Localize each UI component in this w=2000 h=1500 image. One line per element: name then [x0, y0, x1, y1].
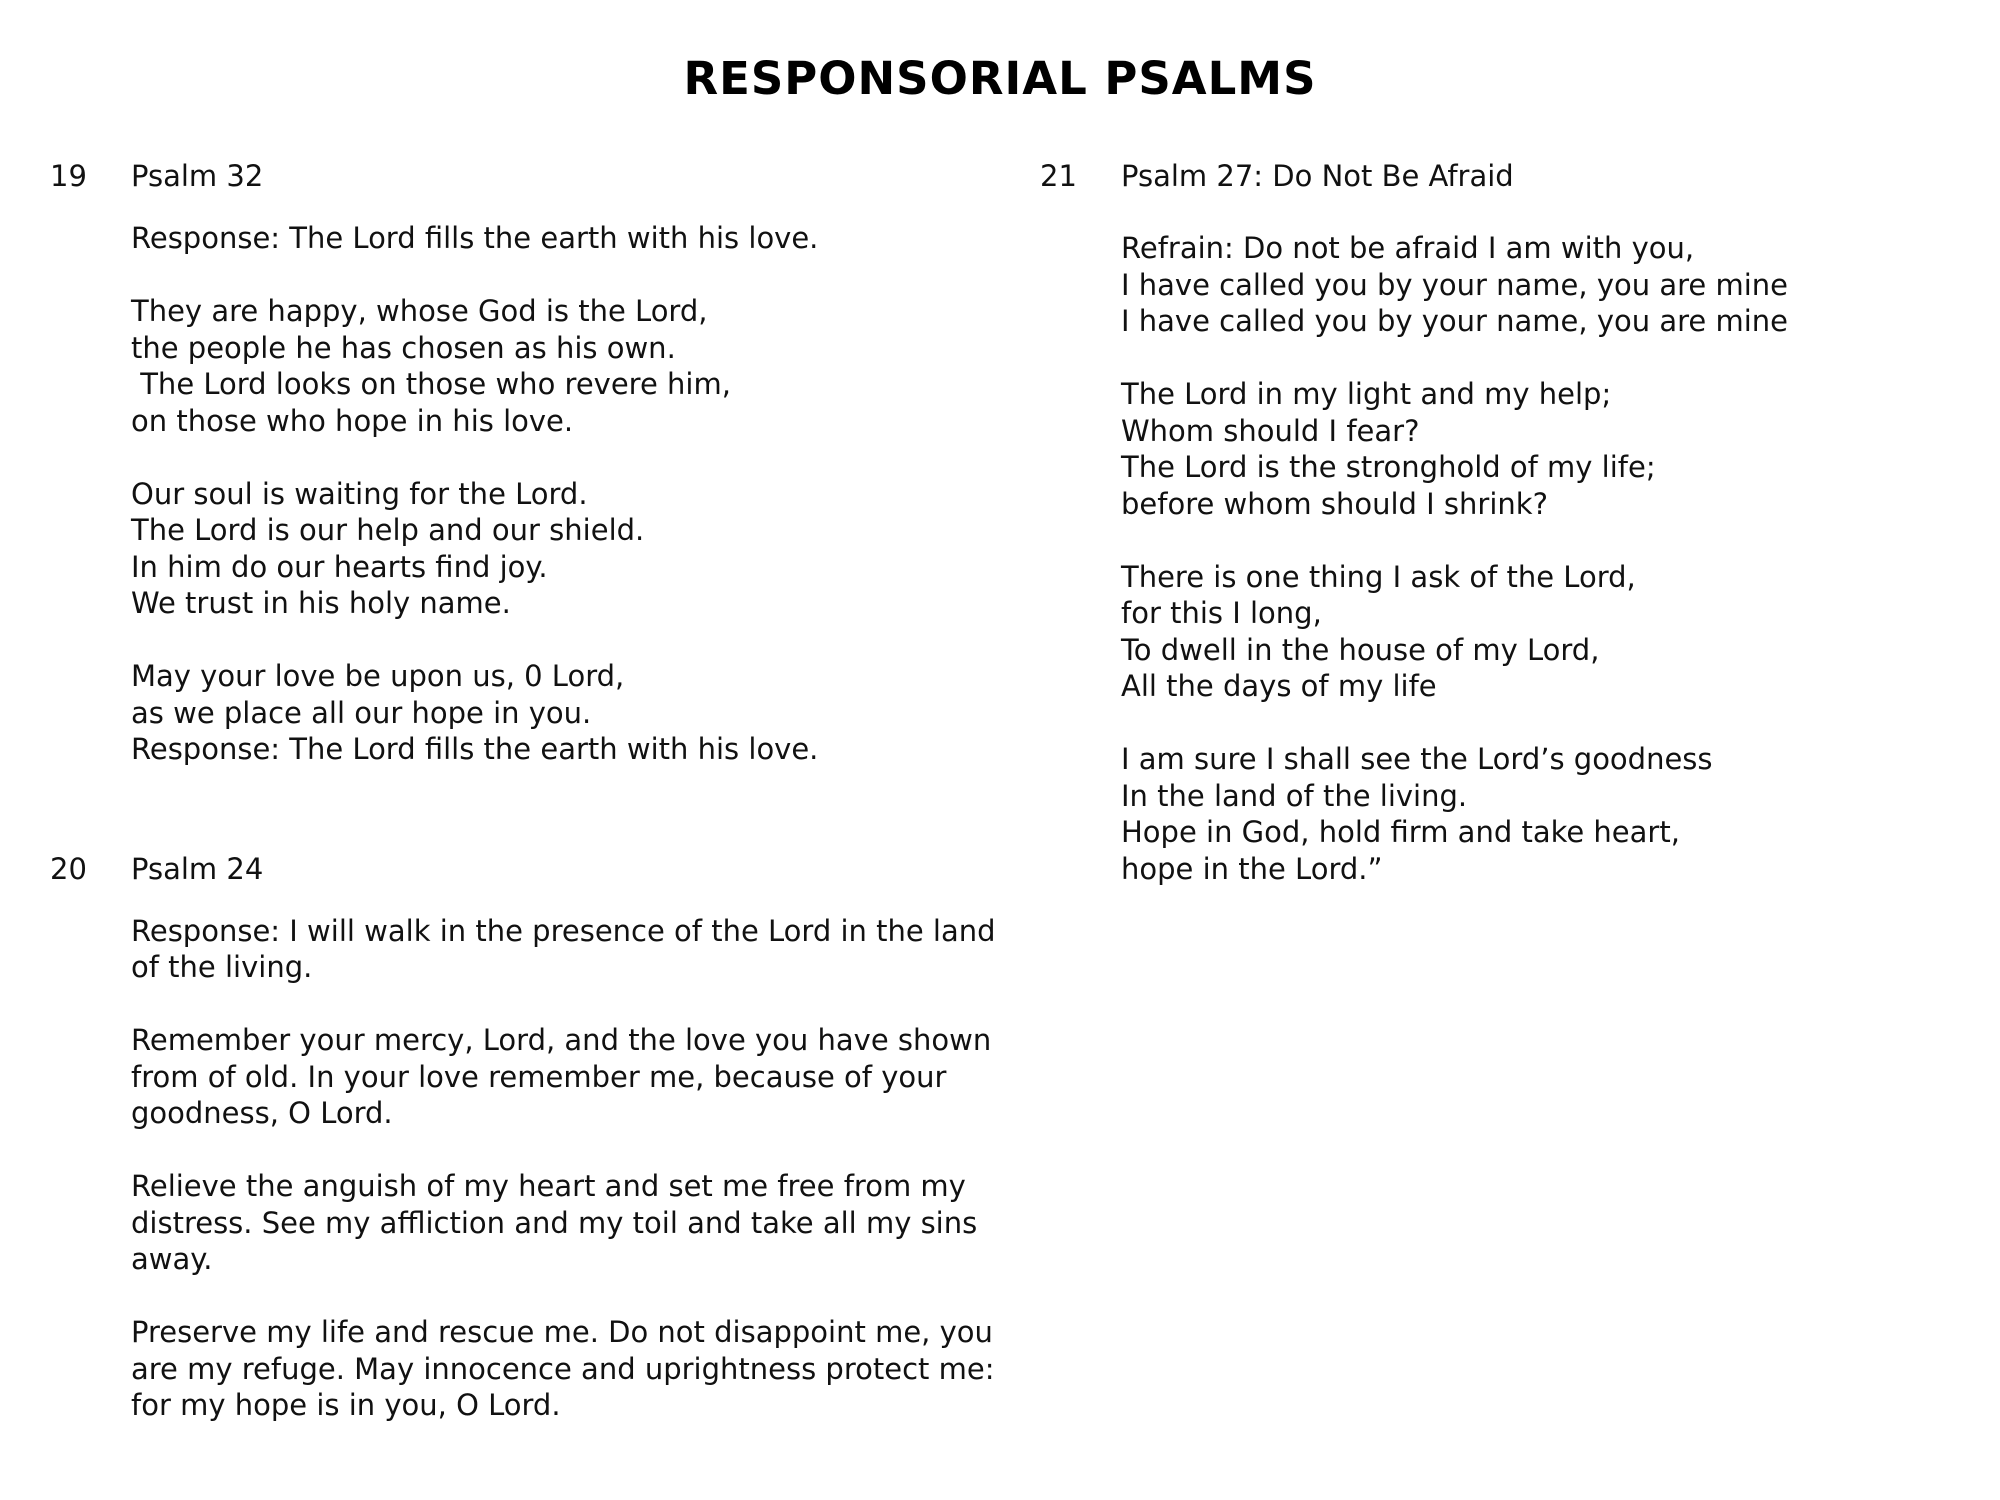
stanza	[131, 1022, 1031, 1132]
verse-line: I have called you by your name, you are mine	[1121, 304, 1788, 338]
stanza	[131, 1314, 1031, 1424]
psalm-title: Psalm 32	[131, 159, 264, 193]
verse-line: Our soul is waiting for the Lord.	[131, 476, 588, 511]
psalm-body	[1121, 220, 2000, 887]
verse-line: hope in the Lord.”	[1121, 851, 1383, 886]
stanza-refrain	[1121, 230, 2000, 340]
verse-paragraph: Preserve my life and rescue me. Do not disappoint me, you are my refuge. May innocence and uprightness protect me: for my hope is in you, O Lord.	[131, 1315, 995, 1422]
verse-line: as we place all our hope in you.	[131, 695, 592, 730]
left-column	[50, 158, 996, 1424]
verse-line: They are happy, whose God is the Lord,	[131, 294, 708, 328]
stanza	[131, 658, 1031, 768]
verse-line: To dwell in the house of my Lord,	[1121, 632, 1600, 667]
stanza	[131, 1168, 1031, 1278]
stanza	[131, 476, 1031, 622]
verse-line: Refrain: Do not be afraid I am with you,	[1121, 231, 1695, 265]
verse-paragraph: Relieve the anguish of my heart and set me free from my distress. See my affliction and my toil and take all my sins away.	[131, 1169, 978, 1276]
verse-paragraph: Response: I will walk in the presence of the Lord in the land of the living.	[131, 913, 996, 984]
verse-line: the people he has chosen as his own.	[131, 330, 676, 365]
psalm-body	[131, 220, 1031, 768]
verse-line: before whom should I shrink?	[1121, 486, 1548, 521]
psalm-header	[1040, 158, 1980, 194]
stanza-response	[131, 220, 1031, 257]
verse-line: We trust in his holy name.	[131, 586, 511, 620]
verse-line: In the land of the living.	[1121, 778, 1468, 813]
verse-paragraph: Remember your mercy, Lord, and the love you have shown from of old. In your love remember me, because of your goodness, O Lord.	[131, 1023, 992, 1130]
right-column	[1040, 158, 1980, 887]
verse-line: for this I long,	[1121, 596, 1322, 630]
verse-line: The Lord is our help and our shield.	[131, 513, 645, 547]
verse-line: May your love be upon us, 0 Lord,	[131, 659, 625, 693]
verse-line: on those who hope in his love.	[131, 403, 574, 438]
page-title: RESPONSORIAL PSALMS	[683, 52, 1317, 105]
verse-line: Response: The Lord fills the earth with his love.	[131, 221, 819, 255]
verse-line: The Lord is the stronghold of my life;	[1121, 450, 1656, 484]
verse-line: I have called you by your name, you are mine	[1121, 267, 1788, 302]
psalm-header	[50, 851, 990, 887]
verse-line: All the days of my life	[1121, 669, 1437, 703]
psalm-section	[50, 851, 996, 1424]
stanza-response	[131, 913, 1031, 986]
psalm-number: 21	[1040, 159, 1077, 193]
verse-line: Response: The Lord fills the earth with his love.	[131, 732, 819, 766]
stanza	[1121, 741, 2000, 887]
verse-line: I am sure I shall see the Lord’s goodness	[1121, 742, 1713, 776]
psalm-section	[1040, 158, 1980, 887]
psalm-body	[131, 913, 1031, 1424]
psalm-header	[50, 158, 990, 194]
verse-line: Whom should I fear?	[1121, 413, 1420, 448]
psalm-title: Psalm 27: Do Not Be Afraid	[1121, 159, 1514, 193]
stanza	[1121, 559, 2000, 705]
psalm-number: 20	[50, 851, 87, 886]
verse-line: In him do our hearts find joy.	[131, 549, 548, 584]
verse-line: The Lord looks on those who revere him,	[131, 367, 731, 401]
stanza	[131, 293, 1031, 439]
psalm-number: 19	[50, 159, 87, 193]
verse-line: There is one thing I ask of the Lord,	[1121, 559, 1636, 594]
verse-line: Hope in God, hold firm and take heart,	[1121, 815, 1680, 849]
psalm-title: Psalm 24	[131, 851, 264, 886]
psalm-section	[50, 158, 990, 768]
verse-line: The Lord in my light and my help;	[1121, 377, 1612, 411]
stanza	[1121, 376, 2000, 522]
